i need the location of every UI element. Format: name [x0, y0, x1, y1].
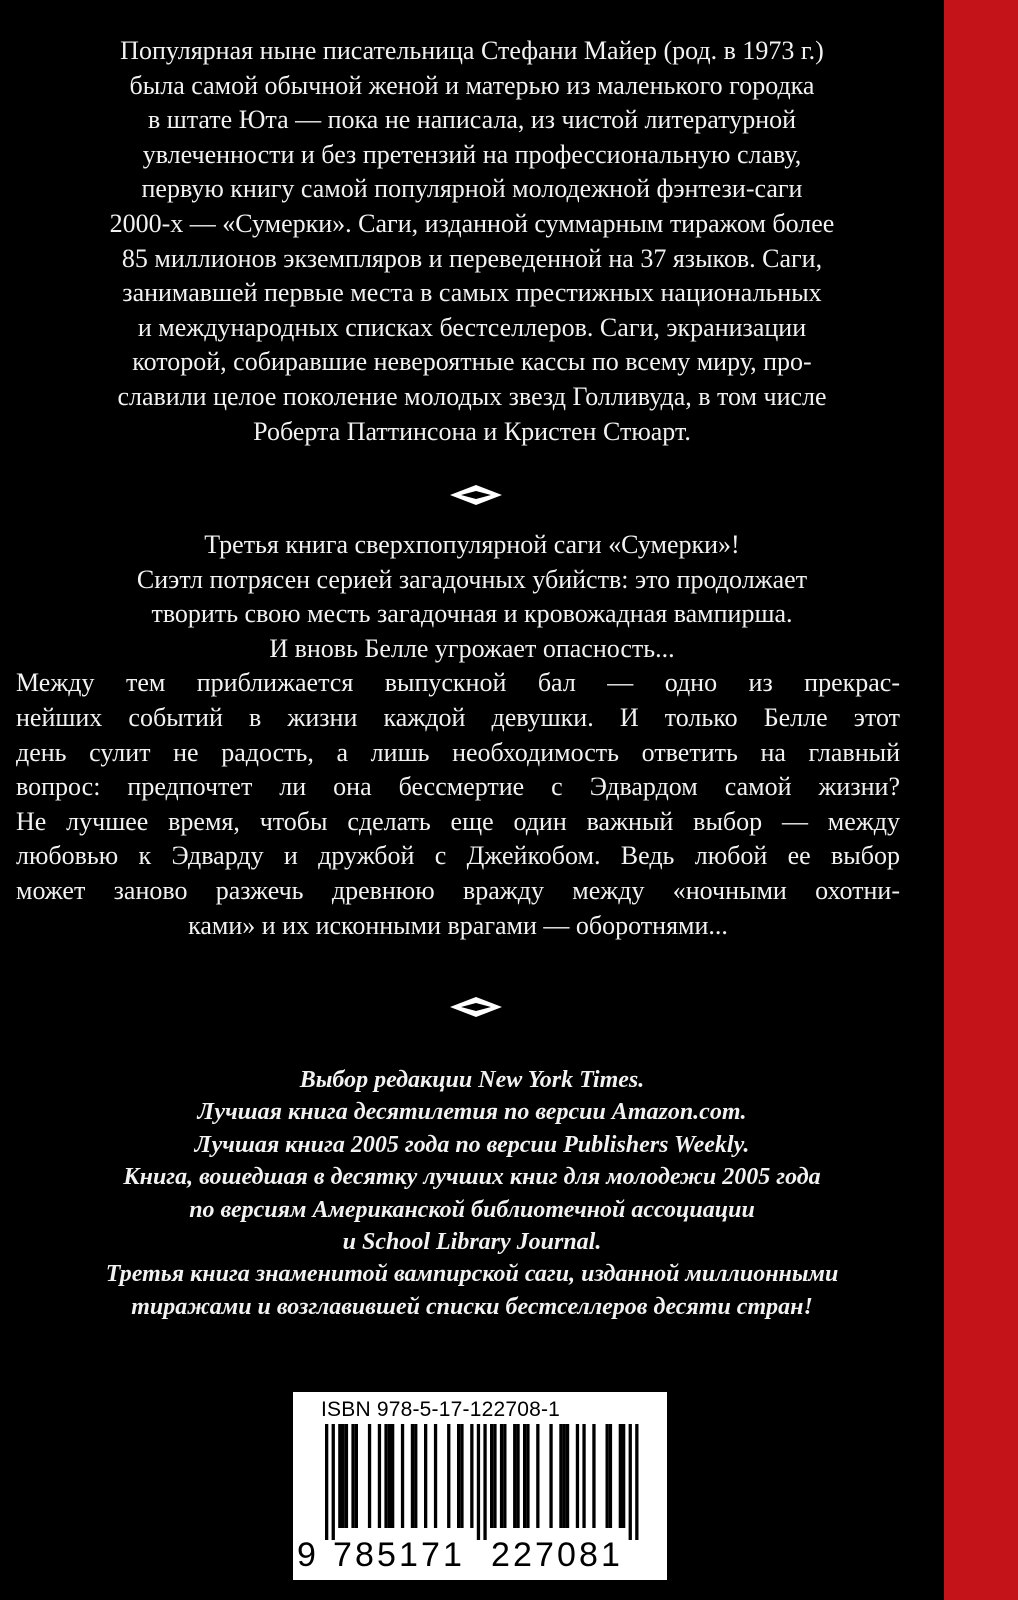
accolade-line: по версиям Американской библиотечной ассоциации: [189, 1196, 755, 1223]
synopsis-line: может заново разжечь древнюю вражду между «ночными охотни-: [16, 875, 900, 905]
barcode-bar: [576, 1424, 579, 1528]
barcode-bar: [460, 1424, 463, 1528]
diamond-ornament-icon: [449, 996, 503, 1018]
barcode-digit: 1: [399, 1536, 418, 1574]
synopsis-line: творить свою месть загадочная и кровожадная вампирша.: [151, 599, 793, 629]
synopsis-line: вопрос: предпочтет ли она бессмертие с Эдвардом самой жизни?: [16, 772, 900, 802]
barcode-digit: 7: [333, 1536, 352, 1574]
barcode-digit: 7: [535, 1536, 554, 1574]
synopsis-line: Не лучшее время, чтобы сделать еще один важный выбор — между: [16, 806, 900, 836]
bio-line: была самой обычной женой и матерью из маленького городка: [129, 70, 815, 100]
barcode-bar: [391, 1424, 394, 1528]
red-spine-band: [944, 0, 1018, 1600]
barcode-bar: [606, 1424, 609, 1528]
synopsis-line: Третья книга сверхпопулярной саги «Сумерки»!: [204, 530, 740, 559]
barcode-bar: [566, 1424, 569, 1528]
barcode-bar: [503, 1424, 506, 1528]
barcode-bar: [500, 1424, 503, 1528]
barcode-bar: [523, 1424, 526, 1528]
barcode-digit: 2: [513, 1536, 532, 1574]
barcode-bar: [424, 1424, 427, 1528]
barcode-bar: [490, 1424, 493, 1528]
barcode-bar: [368, 1424, 371, 1528]
bio-line: которой, собиравшие невероятные кассы по всему миру, про-: [132, 347, 812, 377]
accolade-line: Лучшая книга десятилетия по версии Amazon.com.: [197, 1099, 747, 1126]
barcode-bar: [401, 1424, 404, 1528]
barcode-bar: [582, 1424, 585, 1528]
bio-line: 2000-х — «Сумерки». Саги, изданной суммарным тиражом более: [109, 208, 835, 238]
accolade-line: Третья книга знаменитой вампирской саги, изданной миллионными: [105, 1261, 839, 1288]
synopsis-justified-block: [16, 666, 900, 943]
barcode-digit: 0: [557, 1536, 576, 1574]
accolade-line: Лучшая книга 2005 года по версии Publishers Weekly.: [194, 1131, 750, 1158]
bio-line: первую книгу самой популярной молодежной фэнтези-саги: [141, 174, 803, 204]
bio-line: Популярная ныне писательница Стефани Майер (род. в 1973 г.): [120, 36, 824, 65]
barcode-bar: [549, 1424, 552, 1528]
barcode-digit: 7: [421, 1536, 440, 1574]
barcode-bar: [592, 1424, 595, 1528]
accolade-line: Книга, вошедшая в десятку лучших книг для молодежи 2005 года: [123, 1164, 821, 1191]
bio-line: славили целое поколение молодых звезд Голливуда, в том числе: [117, 381, 827, 411]
isbn-barcode: [293, 1392, 667, 1580]
diamond-ornament-icon: [449, 484, 503, 506]
barcode-bar: [342, 1424, 345, 1528]
synopsis-line: день сулит не радость, а лишь необходимость ответить на главный: [16, 737, 900, 767]
barcode-bar: [563, 1424, 566, 1528]
barcode-bar: [457, 1424, 460, 1528]
synopsis-paragraph: [0, 528, 944, 943]
barcode-bar: [619, 1424, 622, 1528]
barcode-bar: [414, 1424, 417, 1528]
synopsis-justified-text: [16, 666, 900, 943]
barcode-bars: [317, 1424, 647, 1540]
barcode-bar: [622, 1424, 625, 1528]
barcode-guard-bar: [629, 1424, 632, 1540]
barcode-bar: [513, 1424, 516, 1528]
barcode-bar: [536, 1424, 539, 1528]
author-bio-paragraph: [0, 34, 944, 449]
barcode-digit: 2: [491, 1536, 510, 1574]
barcode-bar: [559, 1424, 562, 1528]
barcode-bar: [447, 1424, 450, 1528]
barcode-bar: [345, 1424, 348, 1528]
barcode-digit: 8: [355, 1536, 374, 1574]
bio-line: в штате Юта — пока не написала, из чистой литературной: [147, 105, 797, 135]
bio-line: занимавшей первые места в самых престижных национальных: [122, 278, 822, 308]
synopsis-line: Между тем приближается выпускной бал — одно из прекрас-: [16, 668, 900, 698]
barcode-bar: [609, 1424, 612, 1528]
barcode-bar: [384, 1424, 387, 1528]
barcode-bar: [351, 1424, 354, 1528]
barcode-bar: [526, 1424, 529, 1528]
barcode-digit: 1: [443, 1536, 462, 1574]
barcode-guard-bar: [483, 1424, 486, 1540]
barcode-guard-bar: [477, 1424, 480, 1540]
accolade-line: Выбор редакции New York Times.: [299, 1067, 645, 1093]
barcode-bar: [434, 1424, 437, 1528]
bio-line: и международных списках бестселлеров. Саги, экранизации: [137, 312, 807, 342]
barcode-bar: [388, 1424, 391, 1528]
barcode-bar: [378, 1424, 381, 1528]
accolade-line: и School Library Journal.: [342, 1229, 602, 1256]
barcode-bar: [493, 1424, 496, 1528]
barcode-digit: 9: [297, 1536, 316, 1574]
synopsis-line: нейших событий в жизни каждой девушки. И только Белле этот: [16, 702, 900, 732]
barcode-bar: [355, 1424, 358, 1528]
bio-line: 85 миллионов экземпляров и переведенной на 37 языков. Саги,: [121, 243, 823, 273]
barcode-digit: 1: [601, 1536, 620, 1574]
barcode-digit: 5: [377, 1536, 396, 1574]
barcode-guard-bar: [325, 1424, 328, 1540]
barcode-bar: [338, 1424, 341, 1528]
accolades-block: [0, 1064, 944, 1323]
barcode-bar: [516, 1424, 519, 1528]
synopsis-line: И вновь Белле угрожает опасность...: [269, 633, 675, 663]
barcode-digit: 8: [579, 1536, 598, 1574]
isbn-label: ISBN 978-5-17-122708-1: [321, 1398, 561, 1421]
barcode-bar: [470, 1424, 473, 1528]
barcode-guard-bar: [332, 1424, 335, 1540]
synopsis-line: Сиэтл потрясен серией загадочных убийств: это продолжает: [136, 564, 808, 594]
bio-line: Роберта Паттинсона и Кристен Стюарт.: [253, 416, 691, 446]
barcode-bar: [411, 1424, 414, 1528]
accolade-line: тиражами и возглавившей списки бестселлеров десяти стран!: [131, 1293, 813, 1320]
synopsis-line: ками» и их исконными врагами — оборотнями...: [188, 910, 728, 940]
synopsis-line: любовью к Эдварду и дружбой с Джейкобом. Ведь любой ее выбор: [16, 841, 900, 871]
barcode-guard-bar: [635, 1424, 638, 1540]
barcode-digits: [297, 1536, 663, 1576]
bio-line: увлеченности и без претензий на профессиональную славу,: [142, 139, 802, 169]
